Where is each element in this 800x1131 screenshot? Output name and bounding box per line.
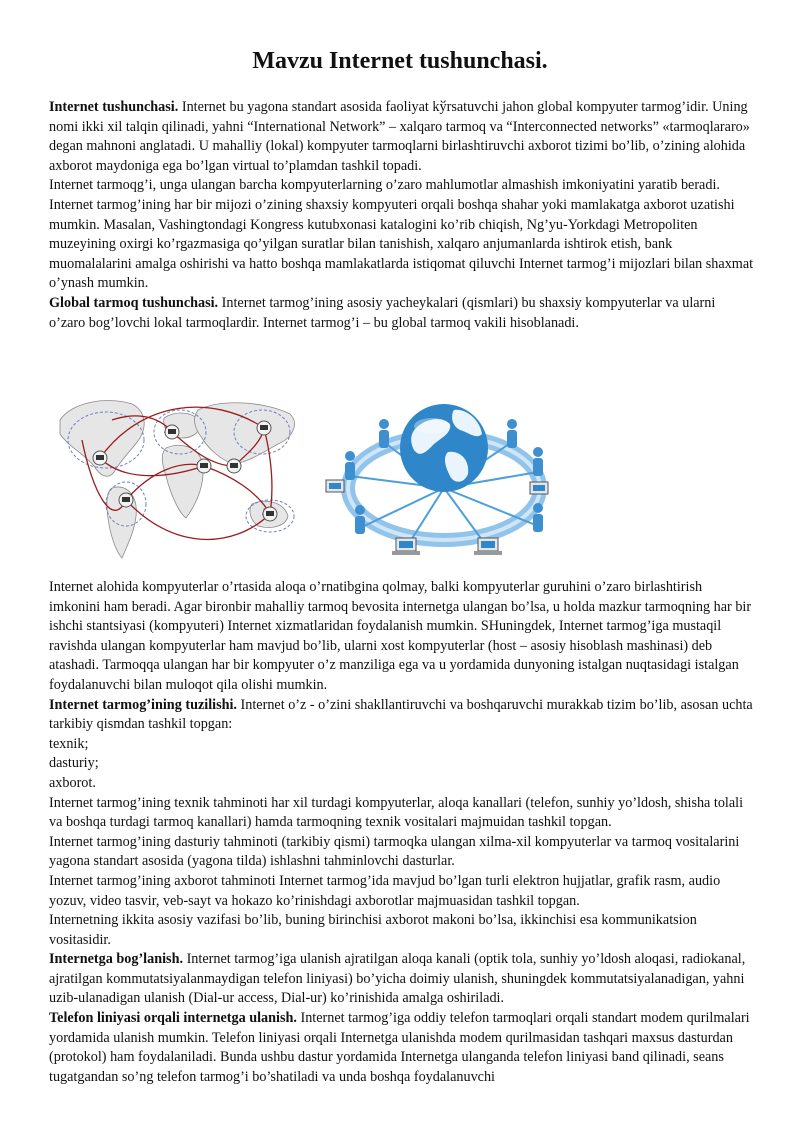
paragraph <box>49 794 754 833</box>
bottom-text-block <box>49 578 754 1087</box>
paragraph-text: texnik; <box>49 735 89 752</box>
paragraph <box>49 754 754 774</box>
paragraph-text: Internet tarmog’ining asosiy yacheykalari (qismlari) bu shaxsiy kompyuterlar va ularni o’zaro bog’lovchi lokal tarmoqlardir. Internet tarmog’i – bu global tarmoq vakili hisoblanadi. <box>49 294 716 331</box>
paragraph <box>49 578 754 696</box>
paragraph-heading: Internet tarmog’ining tuzilishi. <box>49 696 237 713</box>
paragraph <box>49 176 754 294</box>
paragraph-text: Internet alohida kompyuterlar o’rtasida aloqa o’rnatibgina qolmay, balki kompyuterlar guruhini o’zaro birlashtirish imkonini ham beradi. Agar bironbir mahalliy tarmoq bevosita internetga ulangan bo’lsa, u holda mazkur tarmoqning har bir ishchi stantsiyasi (kompyuteri) Internet xizmatlaridan foydalanish mumkin. SHuningdek, Internet tarmog’iga mustaqil ravishda ulangan kompyuterlar ham mavjud bo’lib, ularni xost kompyuterlar (host – asosiy hisoblash mashinasi) deb atashadi. Tarmoqqa ulangan har bir kompyuter o’z manziliga ega va u yordamida dunyoning istalgan nuqtasidagi istalgan foydalanuvchi bilan muloqot qila olishi mumkin. <box>49 579 752 693</box>
paragraph <box>49 696 754 735</box>
paragraph <box>49 833 754 872</box>
paragraph-text: axborot. <box>49 774 96 791</box>
paragraph-heading: Internetga bog’lanish. <box>49 951 184 968</box>
globe-network-image <box>320 380 560 570</box>
paragraph-text: Internet bu yagona standart asosida faoliyat kўrsatuvchi jahon global kompyuter tarmog’idir. Uning nomi ikki xil talqin qilinadi, yahni “International Network” – xalqaro tarmoq va “Interconnected networks” «tarmoqlararo» degan mahnoni anglatadi. U mahalliy (lokal) kompyuter tarmoqlarni birlashtiruvchi axborot tizimi bo’lib, o’zining alohida axborot maydoniga ega bo’lgan virtual to’plamdan tashkil topadi. <box>49 99 750 174</box>
paragraph-text: Internet tarmog’ining dasturiy tahminoti (tarkibiy qismi) tarmoqka ulangan xilma-xil kompyuterlar va tarmoq vositalarini yagona standart asosida (yagona tilda) ishlashni tahminlovchi dasturlar. <box>49 833 740 870</box>
paragraph-text: Internet tarmoqg’i, unga ulangan barcha kompyuterlarning o’zaro mahlumotlar almashish imkoniyatini yaratib beradi. Internet tarmog’ining har bir mijozi o’zining shaxsiy kompyuteri orqali boshqa shahar yoki mamlakatga axborot uzatishi mumkin. Masalan, Vashingtondagi Kongress kutubxonasi katalogini ko’rib chiqish, Ng’yu-Yorkdagi Metropoliten muzeyining oxirgi ko’rgazmasiga qo’yilgan suratlar bilan tanishish, xalqaro anjumanlarda ishtirok etish, bank muomalalarini amalga oshirishi va hatto boshqa mamlakatlarda istiqomat qiluvchi Internet tarmog’i mijozlari bilan shaxmat o’ynash mumkin. <box>49 177 754 292</box>
top-text-block <box>49 98 754 333</box>
paragraph-text: dasturiy; <box>49 755 99 772</box>
paragraph <box>49 294 754 333</box>
paragraph <box>49 735 754 755</box>
paragraph-text: Internet o’z - o’zini shakllantiruvchi va boshqaruvchi murakkab tizim bo’lib, asosan uchta tarkibiy qismdan tashkil topgan: <box>49 696 753 733</box>
paragraph-text: Internet tarmog’iga oddiy telefon tarmoqlari orqali standart modem qurilmalari yordamida ulanish mumkin. Telefon liniyasi orqali Internetga ulanishda modem qurilmasidan tashqari maxsus dasturdan (protokol) ham foydalaniladi. Bunda ushbu dastur yordamida Internetga ulanganda telefon liniyasi band qilinadi, seans tugatgandan so’ng telefon tarmog’i bo’shatiladi va unda boshqa foydalanuvchi <box>49 1010 750 1085</box>
paragraph-text: Internet tarmog’ining texnik tahminoti har xil turdagi kompyuterlar, aloqa kanallari (telefon, sunhiy yo’ldosh, shisha tolali va boshqa turdagi tarmoq kanallari) hamda tarmoqning texnik vositalari majmuidan tashkil topgan. <box>49 794 744 831</box>
paragraph <box>49 872 754 911</box>
paragraph-heading: Global tarmoq tushunchasi. <box>49 294 219 311</box>
paragraph-heading: Internet tushunchasi. <box>49 99 179 115</box>
paragraph <box>49 1009 754 1087</box>
paragraph-text: Internet tarmog’ining axborot tahminoti Internet tarmog’ida mavjud bo’lgan turli elektron hujjatlar, grafik rasm, audio yozuv, video tasvir, veb-sayt va hokazo ko’rinishdagi axborotlar majmuasidan tashkil topgan. <box>49 872 721 909</box>
paragraph <box>49 98 754 176</box>
paragraph-text: Internet tarmog’iga ulanish ajratilgan aloqa kanali (optik tola, sunhiy yo’ldosh aloqasi, radiokanal, ajratilgan kommutatsiyalanmaydigan telefon liniyasi) bo’yicha doimiy ulanish, shuningdek kommutatsiyalanadigan, yahni uzib-ulanadigan ulanish (Dial-ur access, Dial-ur) ko’rinishida amalga oshiriladi. <box>49 951 746 1007</box>
world-network-map-image <box>52 380 310 568</box>
paragraph <box>49 911 754 950</box>
page-title: Mavzu Internet tushunchasi. <box>252 48 548 74</box>
paragraph-heading: Telefon liniyasi orqali internetga ulanish. <box>49 1010 297 1027</box>
paragraph <box>49 774 754 794</box>
paragraph-text: Internetning ikkita asosiy vazifasi bo’lib, buning birinchisi axborot makoni bo’lsa, ikkinchisi esa kommunikatsion vositasidir. <box>49 912 697 948</box>
paragraph <box>49 950 754 1009</box>
